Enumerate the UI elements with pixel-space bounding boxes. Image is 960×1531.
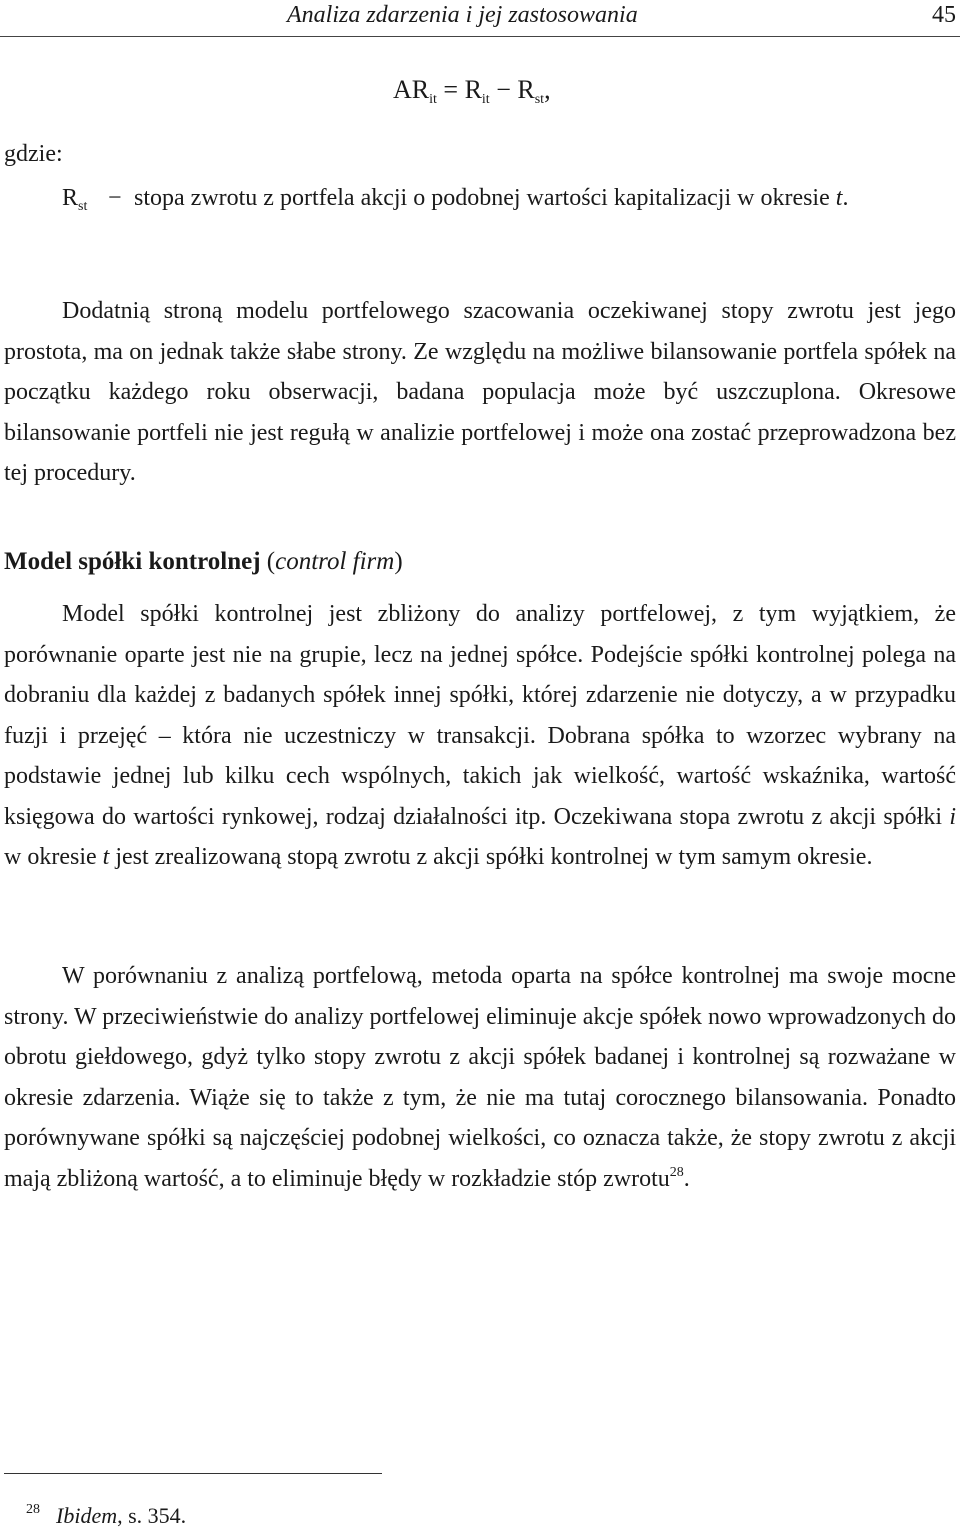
paragraph-comparison: W porównaniu z analizą portfelową, metoda oparta na spółce kontrolnej ma swoje mocne strony. W przeciwieństwie do analizy portfelowej eliminuje akcje spółek nowo wprowadzonych do obrotu giełdowego, gdyż tylko stopy zwrotu z akcji spółek badanej i kontrolnej są rozważane w okresie zdarzenia. Wiąże się to także z tym, że nie ma tutaj corocznego bilansowania. Ponadto porównywane spółki są najczęściej podobnej wielkości, co oznacza także, że stopy zwrotu z akcji mają zbliżoną wartość, a to eliminuje błędy w rozkładzie stóp zwrotu$^{28}$. [4,963,956,1192]
footnote-reference: 28 [669,1164,684,1180]
running-header [0,0,960,37]
definition-dash: − [108,185,122,211]
paragraph-portfolio-model: Dodatnią stroną modelu portfelowego szacowania oczekiwanej stopy zwrotu jest jego prostota, ma on jednak także słabe strony. Ze względu na możliwe bilansowanie portfela spółek na początku każdego roku obserwacji, badana populacja może być uszczuplona. Okresowe bilansowanie portfeli nie jest regułą w analizie portfelowej i może ona zostać przeprowadzona bez tej procedury. [4,298,956,486]
footnote-divider [4,1473,382,1474]
page-number: 45 [932,2,956,28]
footnote-number: 28 [26,1502,40,1517]
definition-text: stopa zwrotu z portfela akcji o podobnej wartości kapitalizacji w okresie t. [134,185,849,211]
definition-intro: gdzie: [4,141,63,167]
paragraph-control-firm-model: Model spółki kontrolnej jest zbliżony do analizy portfelowej, z tym wyjątkiem, że porównanie oparte jest nie na grupie, lecz na jednej spółce. Podejście spółki kontrolnej polega na dobraniu dla każdej z badanych spółek innej spółki, której zdarzenie nie dotyczy, a w przypadku fuzji i przejęć – która nie uczestniczy w transakcji. Dobrana spółka to wzorzec wybrany na podstawie jednej lub kilku cech wspólnych, takich jak wielkość, wartość wskaźnika, wartość księgowa do wartości rynkowej, rodzaj działalności itp. Oczekiwana stopa zwrotu z akcji spółki i w okresie t jest zrealizowaną stopą zwrotu z akcji spółki kontrolnej w tym samym okresie. [4,601,956,870]
footnote-28: $^{28}$ Ibidem, s. 354. [26,1502,187,1528]
section-heading-control-firm: Model spółki kontrolnej (control firm) [4,548,403,575]
definition-symbol: $R_{st}$ [62,185,88,214]
running-title: Analiza zdarzenia i jej zastosowania [287,2,638,28]
abnormal-return-formula: $AR_{it} = R_{it} - R_{st}$, [393,75,551,107]
